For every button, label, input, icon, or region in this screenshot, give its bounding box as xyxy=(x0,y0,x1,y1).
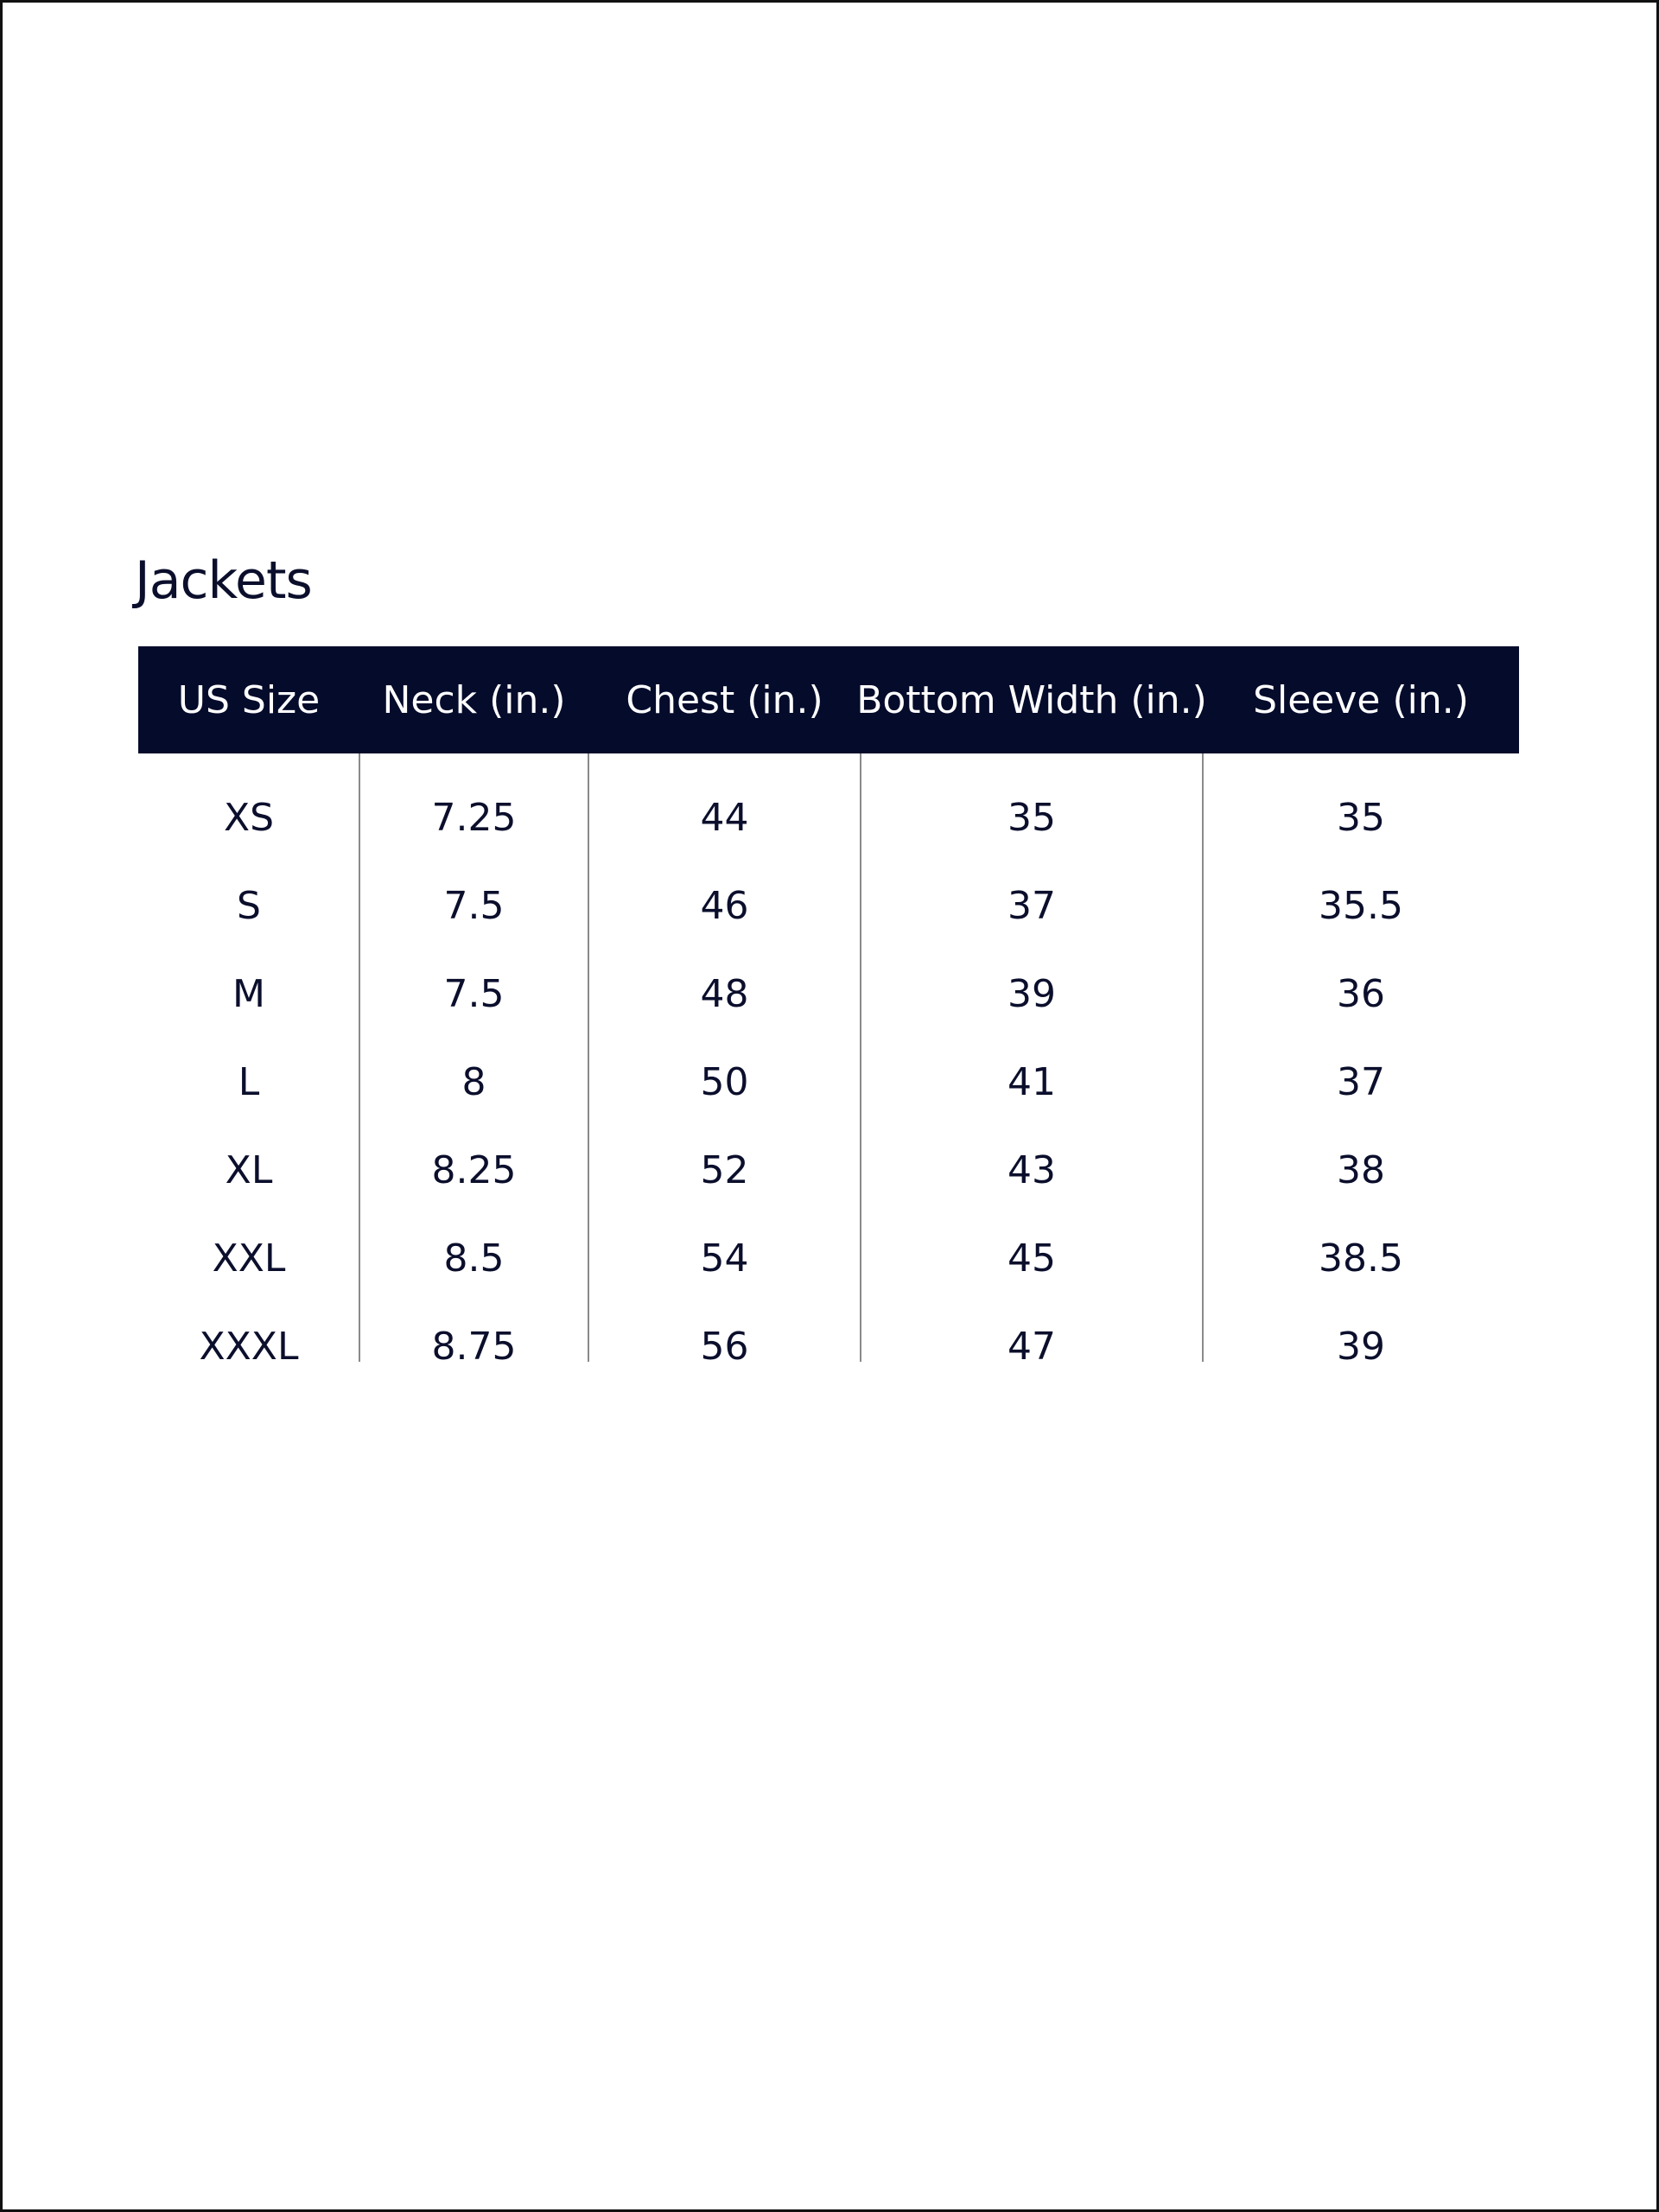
header-bottom-width: Bottom Width (in.) xyxy=(856,677,1207,722)
cell-chest: 50 xyxy=(700,1059,749,1104)
cell-us-size: XS xyxy=(223,795,275,840)
cell-us-size: S xyxy=(237,883,261,928)
table-row xyxy=(138,773,1519,861)
cell-neck: 8.75 xyxy=(431,1324,517,1362)
table-row xyxy=(138,1318,1519,1362)
cell-bottom-width: 47 xyxy=(1007,1324,1056,1362)
cell-chest: 44 xyxy=(700,795,749,840)
header-neck: Neck (in.) xyxy=(382,677,566,722)
cell-neck: 7.5 xyxy=(443,883,505,928)
cell-sleeve: 38.5 xyxy=(1319,1236,1403,1281)
cell-us-size: L xyxy=(238,1059,260,1104)
cell-sleeve: 35 xyxy=(1337,795,1385,840)
cell-sleeve: 36 xyxy=(1337,971,1385,1016)
cell-sleeve: 37 xyxy=(1337,1059,1385,1104)
table-row xyxy=(138,1126,1519,1214)
cell-bottom-width: 45 xyxy=(1007,1236,1056,1281)
size-table-header xyxy=(138,646,1519,753)
cell-neck: 7.5 xyxy=(443,971,505,1016)
cell-sleeve: 39 xyxy=(1337,1324,1385,1362)
cell-us-size: XXXL xyxy=(199,1324,299,1362)
table-row xyxy=(138,950,1519,1038)
table-row xyxy=(138,861,1519,950)
cell-chest: 56 xyxy=(700,1324,749,1362)
cell-chest: 54 xyxy=(700,1236,749,1281)
cell-bottom-width: 37 xyxy=(1007,883,1056,928)
page-title: Jackets xyxy=(135,550,312,611)
cell-sleeve: 38 xyxy=(1337,1147,1385,1192)
cell-us-size: XXL xyxy=(212,1236,286,1281)
table-row xyxy=(138,1214,1519,1302)
cell-bottom-width: 43 xyxy=(1007,1147,1056,1192)
header-sleeve: Sleeve (in.) xyxy=(1253,677,1469,722)
cell-bottom-width: 35 xyxy=(1007,795,1056,840)
cell-chest: 48 xyxy=(700,971,749,1016)
table-row xyxy=(138,1038,1519,1126)
cell-chest: 46 xyxy=(700,883,749,928)
cell-sleeve: 35.5 xyxy=(1319,883,1403,928)
cell-neck: 8 xyxy=(461,1059,486,1104)
table-row-clip xyxy=(138,1318,1519,1362)
cell-neck: 7.25 xyxy=(431,795,517,840)
cell-bottom-width: 41 xyxy=(1007,1059,1056,1104)
header-us-size: US Size xyxy=(177,677,321,722)
cell-chest: 52 xyxy=(700,1147,749,1192)
cell-us-size: XL xyxy=(225,1147,273,1192)
cell-neck: 8.25 xyxy=(431,1147,517,1192)
cell-neck: 8.5 xyxy=(443,1236,505,1281)
cell-us-size: M xyxy=(232,971,265,1016)
cell-bottom-width: 39 xyxy=(1007,971,1056,1016)
header-chest: Chest (in.) xyxy=(626,677,823,722)
